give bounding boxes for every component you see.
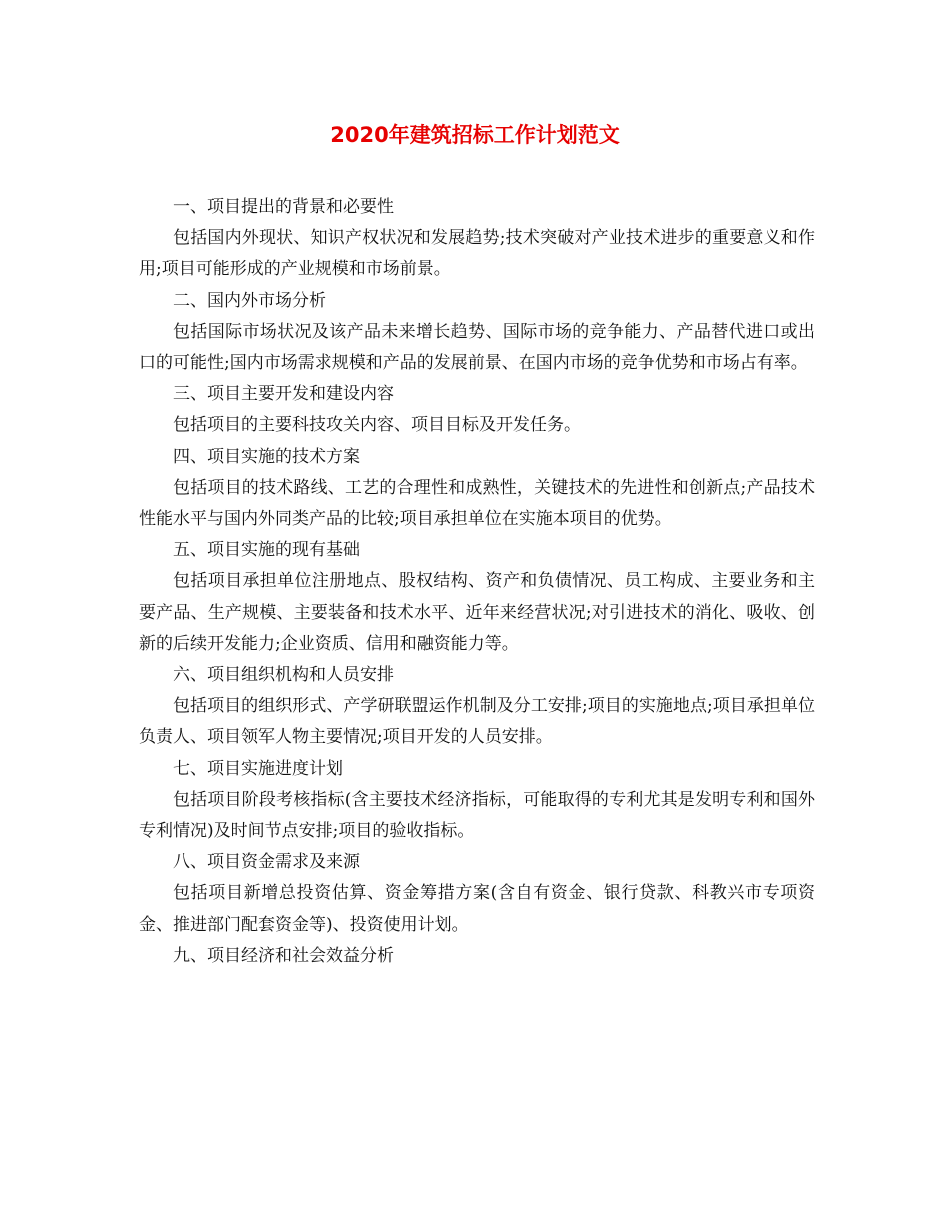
- section-body-6: 包括项目的组织形式、产学研联盟运作机制及分工安排;项目的实施地点;项目承担单位负责人、项目领军人物主要情况;项目开发的人员安排。: [139, 696, 815, 748]
- section-heading-7: 七、项目实施进度计划: [173, 758, 343, 779]
- section-body-7: 包括项目阶段考核指标(含主要技术经济指标，可能取得的专利尤其是发明专利和国外专利情况)及时间节点安排;项目的验收指标。: [139, 789, 815, 842]
- section-heading-4: 四、项目实施的技术方案: [173, 446, 360, 467]
- section-heading-6: 六、项目组织机构和人员安排: [173, 665, 394, 686]
- section-heading-8: 八、项目资金需求及来源: [173, 852, 360, 873]
- section-heading-3: 三、项目主要开发和建设内容: [173, 384, 394, 405]
- section-body-8: 包括项目新增总投资估算、资金筹措方案(含自有资金、银行贷款、科教兴市专项资金、推进部门配套资金等)、投资使用计划。: [139, 883, 815, 935]
- section-heading-1: 一、项目提出的背景和必要性: [173, 197, 394, 217]
- section-body-2: 包括国际市场状况及该产品未来增长趋势、国际市场的竞争能力、产品替代进口或出口的可能性;国内市场需求规模和产品的发展前景、在国内市场的竞争优势和市场占有率。: [139, 321, 815, 374]
- section-body-5: 包括项目承担单位注册地点、股权结构、资产和负债情况、员工构成、主要业务和主要产品、生产规模、主要装备和技术水平、近年来经营状况;对引进技术的消化、吸收、创新的后续开发能力;企业资质、信用和融资能力等。: [139, 571, 815, 654]
- section-body-4: 包括项目的技术路线、工艺的合理性和成熟性，关键技术的先进性和创新点;产品技术性能水平与国内外同类产品的比较;项目承担单位在实施本项目的优势。: [139, 477, 815, 530]
- document-body: [139, 192, 815, 972]
- section-body-1: 包括国内外现状、知识产权状况和发展趋势;技术突破对产业技术进步的重要意义和作用;项目可能形成的产业规模和市场前景。: [139, 228, 815, 280]
- section-heading-2: 二、国内外市场分析: [173, 290, 326, 311]
- document-title: 2020年建筑招标工作计划范文: [330, 123, 620, 147]
- section-body-3: 包括项目的主要科技攻关内容、项目目标及开发任务。: [173, 415, 581, 436]
- section-heading-9: 九、项目经济和社会效益分析: [173, 945, 394, 966]
- section-heading-5: 五、项目实施的现有基础: [173, 540, 360, 561]
